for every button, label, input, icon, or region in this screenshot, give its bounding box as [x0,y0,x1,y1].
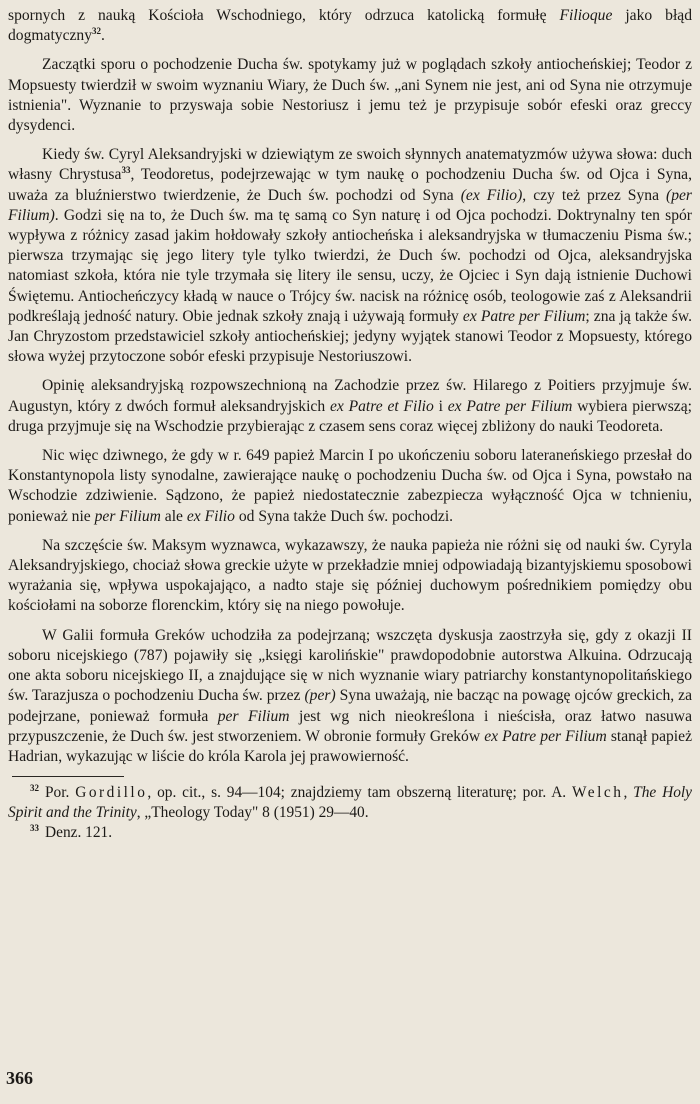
text-run: Opinię aleksandryjską rozpowszechnioną na Zachodzie przez św. Hilarego z Poitiers przyjmuje św. Augustyn, który z dwóch formuł aleksandryjskich [8,377,692,415]
paragraph [8,536,692,617]
text-run: . [101,27,105,45]
italic-text: Filioque [559,7,613,24]
text-run: Na szczęście św. Maksym wyznawca, wykazawszy, że nauka papieża nie różni się od nauki św. Cyryla Aleksandryjskiego, chociaż słowa greckie użyte w przekładzie mniej odpowiadają bizantyjskiemu sposobowi wyrażania się, wpływa uspokajająco, a nadto staje się później duchowym pośrednikiem pomiędzy obu kościołami na soborze florenckim, który się na niego powołuje. [8,536,692,615]
body-text [8,6,692,767]
footnote [8,783,692,823]
text-run: Kiedy św. Cyryl Aleksandryjski w dziewiątym ze swoich słynnych anatematyzmów używa słowa: duch własny Chrystusa [8,146,692,184]
text-run: od Syna także Duch św. pochodzi. [234,507,454,525]
text-run: . Godzi się na to, że Duch św. ma tę samą co Syn naturę i od Ojca pochodzi. Doktrynalny ten spór wypływa z różnicy zasad jakim hołdowały szkoły antiocheńska i aleksandryjska w tłumaczeniu Pisma św.; pierwsza trzymając się jego litery tyle tylko twierdzi, że Duch św. pochodzi od Ojca, aleksandryjska natomiast szkoła, która nie tyle trzymała się litery ile sensu, uczy, że Ojciec i Syn dają istnienie Duchowi Świętemu. Antiocheńczycy kładą w nauce o Trójcy św. nacisk na różnicę osób, teologowie zaś z Aleksandrii podkreślają jedność natury. Obie jednak szkoły znają i używają formuły [8,206,692,325]
italic-text: ex Patre per Filium [447,397,573,415]
text-run: W Galii formuła Greków uchodziła za podejrzaną; wszczęta dyskusja zaostrzyła się, gdy z okazji II soboru nicejskiego (787) pojawiły się „księgi karolińskie" prawdopodobnie autorstwa Alkuina. Odrzucają one akta soboru nicejskiego II, a znajdujące się w nich wyznanie wiary patriarchy konstantynopolitańskiego św. Tarazjusza o pochodzeniu Ducha św. przez [8,626,692,705]
footnote-number: 33 [30,822,39,833]
text-run: spornych z nauką Kościoła Wschodniego, który odrzuca katolicką formułę [8,7,560,24]
text-run: Zaczątki sporu o pochodzenie Ducha św. spotykamy już w poglądach szkoły antiocheńskiej; Teodor z Mopsuesty twierdził w swoim wyznaniu Wiary, że Duch św. „ani Synem nie jest, ani od Syna nie otrzymuje istnienia". Wyznanie to przyswaja sobie Nestoriusz i jemu też je przypisuje sobór efeski oraz greccy dysydenci. [8,56,692,135]
text-run: wybiera pierwszą; druga przyjmuje się na Wschodzie przybierając z czasem sens coraz więcej zbliżony do nauki Teodoreta. [8,397,692,435]
author-name: Welch [572,784,624,802]
italic-text: ex Patre per Filium [484,727,607,745]
paragraph [8,6,692,46]
text-run: jest wg nich nieokreślona i nieścisła, oraz łatwo nasuwa przypuszczenie, że Duch św. jest stworzeniem. W obronie formuły Greków [8,707,692,745]
text-run: Por. [45,784,76,802]
text-run: , [623,784,634,802]
italic-text: (per Filium) [8,186,692,224]
italic-text: per Filium [217,707,290,725]
text-run: , op. cit., s. 94—104; znajdziemy tam obszerną literaturę; por. A. [147,784,572,802]
text-run: , Teodoretus, podejrzewając w tym naukę o pochodzeniu Ducha św. od Ojca i Syna, uważa za bluźnierstwo twierdzenie, że Duch św. pochodzi od Syna [8,166,692,204]
italic-text: ex Patre et Filio [329,397,434,415]
text-run: Syna uważają, nie bacząc na powagę ojców greckich, za podejrzane, ponieważ formuła [8,687,692,725]
text-run: , czy też przez Syna [522,186,667,204]
footnote-ref: 32 [92,26,102,37]
text-run: jako błąd dogmatyczny [8,7,692,45]
italic-text: (ex Filio) [460,186,523,204]
text-run: ale [160,507,187,525]
italic-text: (per) [304,687,336,705]
footnote-rule [12,776,124,777]
text-run: ; zna ją także św. Jan Chryzostom przedstawiciel szkoły antiocheńskiej; jedyny wyjątek stanowi Teodor z Mopsuesty, którego słowa wyżej przytoczone sobór efeski przypisuje Nestoriuszowi. [8,307,692,366]
footnote-ref: 33 [121,165,131,176]
footnotes [8,783,692,843]
paragraph [8,55,692,136]
paragraph [8,446,692,527]
italic-text: ex Patre per Filium [462,307,586,325]
paragraph [8,376,692,437]
text-run: i [433,397,448,415]
page-number: 366 [6,1068,33,1088]
footnote-number: 32 [30,782,39,793]
paragraph [8,626,692,767]
text-run: stanął papież Hadrian, wykazując w liście do króla Karola jej prawowierność. [8,727,692,765]
text-run: Nic więc dziwnego, że gdy w r. 649 papież Marcin I po ukończeniu soboru lateraneńskiego przesłał do Konstantynopola listy synodalne, zawierające naukę o pochodzeniu Ducha św. od Ojca i Syna, powstało na Wschodzie zdziwienie. Sądzono, że papież niedostatecznie zabezpiecza wyłączność Ojca w tchnieniu, ponieważ nie [8,447,692,525]
text-run: Denz. 121. [45,824,113,842]
text-run: , „Theology Today" 8 (1951) 29—40. [136,804,369,822]
footnote [8,823,692,843]
italic-text: ex Filio [186,507,235,525]
italic-text: per Filium [94,507,161,525]
italic-text: The Holy Spirit and the Trinity [8,784,692,822]
author-name: Gordillo [75,784,148,802]
paragraph [8,145,692,367]
